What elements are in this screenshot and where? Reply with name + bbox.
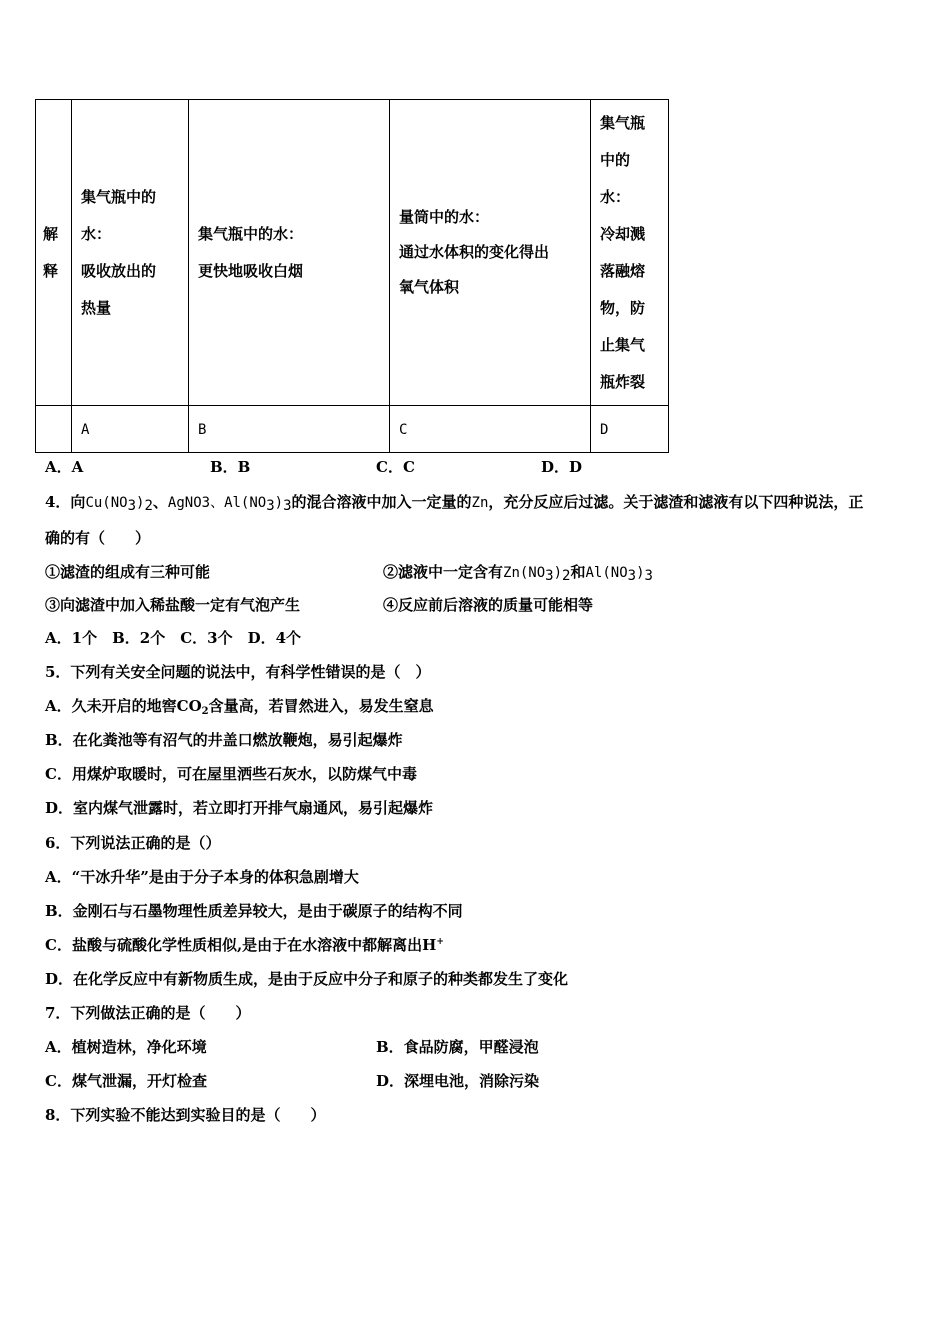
- table-row-labels: [36, 406, 669, 453]
- cell-line: 集气瓶中的: [81, 187, 157, 206]
- label-c: C: [399, 422, 408, 438]
- label-d: D: [600, 422, 609, 438]
- q4-sub: 3: [266, 498, 275, 514]
- q4-sub: 3: [283, 498, 292, 514]
- q4-close: ): [636, 565, 645, 581]
- q4-statement-1: ①滤渣的组成有三种可能: [45, 563, 211, 581]
- q4-sub: 3: [127, 498, 137, 514]
- table-row-explanation: [36, 100, 669, 406]
- q4-stem-line2: 确的有（ ）: [45, 529, 151, 547]
- q4-close: ): [274, 495, 284, 511]
- label-cell-a: [72, 406, 189, 453]
- row-header-line: 解: [43, 224, 59, 243]
- label-a: A: [81, 422, 90, 438]
- q3-option-a[interactable]: A．A: [45, 458, 84, 476]
- cell-line: 物，防: [600, 298, 646, 317]
- label-b: B: [198, 422, 207, 438]
- q7-option-b[interactable]: B．食品防腐，甲醛浸泡: [376, 1038, 539, 1056]
- q4-options[interactable]: A．1个 B．2个 C．3个 D．4个: [45, 629, 302, 647]
- q5-stem: 5．下列有关安全问题的说法中，有科学性错误的是（ ）: [45, 663, 431, 681]
- q6-option-d[interactable]: D．在化学反应中有新物质生成，是由于反应中分子和原子的种类都发生了变化: [45, 970, 569, 988]
- cell-line: 量筒中的水：: [399, 208, 490, 226]
- label-cell-empty: [36, 406, 72, 453]
- q8-stem: 8．下列实验不能达到实验目的是（ ）: [45, 1106, 326, 1124]
- cell-line: 中的: [600, 150, 631, 169]
- cell-line: 冷却溅: [600, 224, 646, 243]
- q6-c-sup: +: [436, 937, 444, 947]
- q6-c-h: H: [422, 936, 437, 954]
- explanation-cell-a: [72, 100, 189, 406]
- q4-sub: 3: [545, 568, 554, 584]
- answer-table: [35, 99, 669, 453]
- q6-option-a[interactable]: A．“干冰升华”是由于分子本身的体积急剧增大: [45, 868, 359, 886]
- q4-sep: 、: [152, 493, 168, 511]
- q4-after: 的混合溶液中加入一定量的: [291, 493, 472, 511]
- q4-s2-al: Al(NO: [585, 565, 628, 581]
- label-cell-b: [189, 406, 390, 453]
- q7-stem: 7．下列做法正确的是（ ）: [45, 1004, 251, 1022]
- q4-sub: 2: [562, 568, 571, 584]
- q5-option-c[interactable]: C．用煤炉取暖时，可在屋里洒些石灰水，以防煤气中毒: [45, 765, 417, 783]
- label-cell-c: [390, 406, 591, 453]
- q4-statement-4: ④反应前后溶液的质量可能相等: [383, 596, 594, 614]
- cell-line: 通过水体积的变化得出: [399, 243, 550, 261]
- q7-option-a[interactable]: A．植树造林，净化环境: [45, 1038, 207, 1056]
- explanation-cell-b: [189, 100, 390, 406]
- cell-line: 吸收放出的: [81, 261, 157, 280]
- cell-line: 水：: [600, 187, 631, 206]
- q4-sub: 3: [644, 568, 653, 584]
- q4-sub: 3: [627, 568, 637, 584]
- q4-statement-3: ③向滤渣中加入稀盐酸一定有气泡产生: [45, 596, 301, 614]
- cell-line: 水：: [81, 224, 112, 243]
- q4-s2-pre: ②滤液中一定含有: [383, 563, 504, 581]
- q3-option-d[interactable]: D．D: [541, 458, 583, 476]
- q6-option-c[interactable]: [45, 934, 444, 955]
- q5-a-post: 含量高，若冒然进入，易发生窒息: [208, 697, 434, 715]
- q4-zn: Zn: [471, 495, 489, 511]
- explanation-cell-d: [591, 100, 669, 406]
- q5-option-d[interactable]: D．室内煤气泄露时，若立即打开排气扇通风，易引起爆炸: [45, 799, 434, 817]
- cell-line: 更快地吸收白烟: [198, 261, 304, 280]
- q4-prefix: 4．向: [45, 493, 86, 511]
- cell-line: 热量: [81, 298, 112, 317]
- q5-option-a[interactable]: [45, 695, 434, 716]
- q4-statement-2: [383, 561, 653, 582]
- cell-line: 瓶炸裂: [600, 372, 646, 391]
- cell-line: 氧气体积: [399, 278, 460, 296]
- q3-option-c[interactable]: C．C: [376, 458, 415, 476]
- q4-s2-and: 和: [570, 563, 586, 581]
- q4-close: ): [136, 495, 145, 511]
- q5-a-pre: A．久未开启的地窖: [45, 697, 177, 715]
- q4-cu: Cu(NO: [85, 495, 128, 511]
- q4-stem: [45, 491, 863, 512]
- q5-option-b[interactable]: B．在化粪池等有沼气的井盖口燃放鞭炮，易引起爆炸: [45, 731, 403, 749]
- q4-s2-zn: Zn(NO: [503, 565, 546, 581]
- explanation-cell-c: [390, 100, 591, 406]
- q5-a-co: CO: [176, 697, 202, 715]
- row-header: [36, 216, 71, 290]
- row-header-cell: [36, 100, 72, 406]
- q7-option-d[interactable]: D．深埋电池，消除污染: [376, 1072, 540, 1090]
- q4-close: ): [553, 565, 563, 581]
- cell-line: 止集气: [600, 335, 646, 354]
- q6-c-pre: C．盐酸与硫酸化学性质相似,是由于在水溶液中都解离出: [45, 936, 423, 954]
- row-header-line: 释: [43, 261, 59, 280]
- q4-ag: AgNO3、Al(NO: [167, 495, 267, 511]
- q6-stem: 6．下列说法正确的是（）: [45, 834, 221, 852]
- q7-option-c[interactable]: C．煤气泄漏，开灯检查: [45, 1072, 207, 1090]
- q6-option-b[interactable]: B．金刚石与石墨物理性质差异较大，是由于碳原子的结构不同: [45, 902, 463, 920]
- q5-a-sub: 2: [201, 706, 209, 717]
- cell-line: 集气瓶中的水：: [198, 224, 304, 243]
- label-cell-d: [591, 406, 669, 453]
- q4-sub: 2: [144, 498, 153, 514]
- q4-tail: ，充分反应后过滤。关于滤渣和滤液有以下四种说法，正: [488, 493, 864, 511]
- cell-line: 落融熔: [600, 261, 646, 280]
- cell-line: 集气瓶: [600, 113, 646, 132]
- q3-option-b[interactable]: B．B: [210, 458, 251, 476]
